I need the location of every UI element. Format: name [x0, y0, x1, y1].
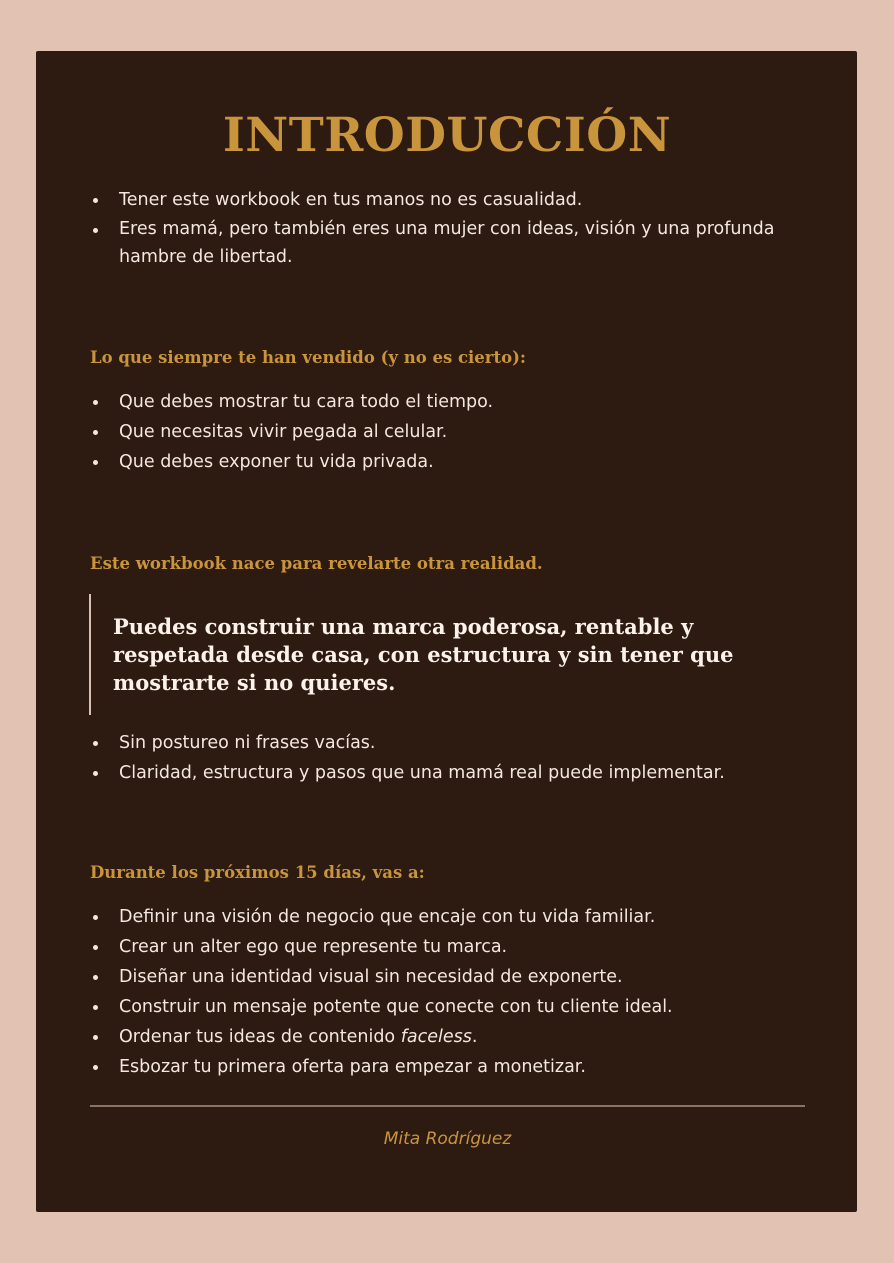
list-item: Claridad, estructura y pasos que una mamá real puede implementar.: [90, 758, 805, 788]
content-item-suffix: .: [471, 1027, 478, 1047]
list-item: Esbozar tu primera oferta para empezar a monetizar.: [90, 1052, 805, 1082]
list-item: [90, 1022, 805, 1052]
page-title: INTRODUCCIÓN: [222, 108, 672, 163]
reality-list: [90, 728, 805, 788]
list-item: Diseñar una identidad visual sin necesidad de exponerte.: [90, 962, 805, 992]
section-heading-myths: Lo que siempre te han vendido (y no es cierto):: [90, 348, 527, 367]
content-item-emphasis: faceless: [400, 1027, 472, 1047]
myths-list: [90, 387, 805, 477]
list-item: Que necesitas vivir pegada al celular.: [90, 417, 805, 447]
list-item: Construir un mensaje potente que conecte con tu cliente ideal.: [90, 992, 805, 1022]
list-item: Sin postureo ni frases vacías.: [90, 728, 805, 758]
intro-list: [90, 185, 805, 271]
list-item: Definir una visión de negocio que encaje con tu vida familiar.: [90, 902, 805, 932]
list-item: Que debes mostrar tu cara todo el tiempo.: [90, 387, 805, 417]
section-heading-reality: Este workbook nace para revelarte otra realidad.: [90, 554, 543, 573]
pull-quote: [89, 594, 811, 715]
plan-list: [90, 902, 805, 1082]
list-item: Que debes exponer tu vida privada.: [90, 447, 805, 477]
list-item: Eres mamá, pero también eres una mujer con ideas, visión y una profunda hambre de libertad.: [90, 215, 805, 271]
pull-quote-text: Puedes construir una marca poderosa, rentable y respetada desde casa, con estructura y sin tener que mostrarte si no quieres.: [113, 614, 734, 695]
author-signature: Mita Rodríguez: [383, 1129, 512, 1149]
list-item: Crear un alter ego que represente tu marca.: [90, 932, 805, 962]
content-item-prefix: Ordenar tus ideas de contenido: [119, 1027, 401, 1047]
section-heading-15-days: Durante los próximos 15 días, vas a:: [90, 863, 425, 882]
list-item: Tener este workbook en tus manos no es casualidad.: [90, 185, 805, 215]
divider: [90, 1105, 805, 1107]
